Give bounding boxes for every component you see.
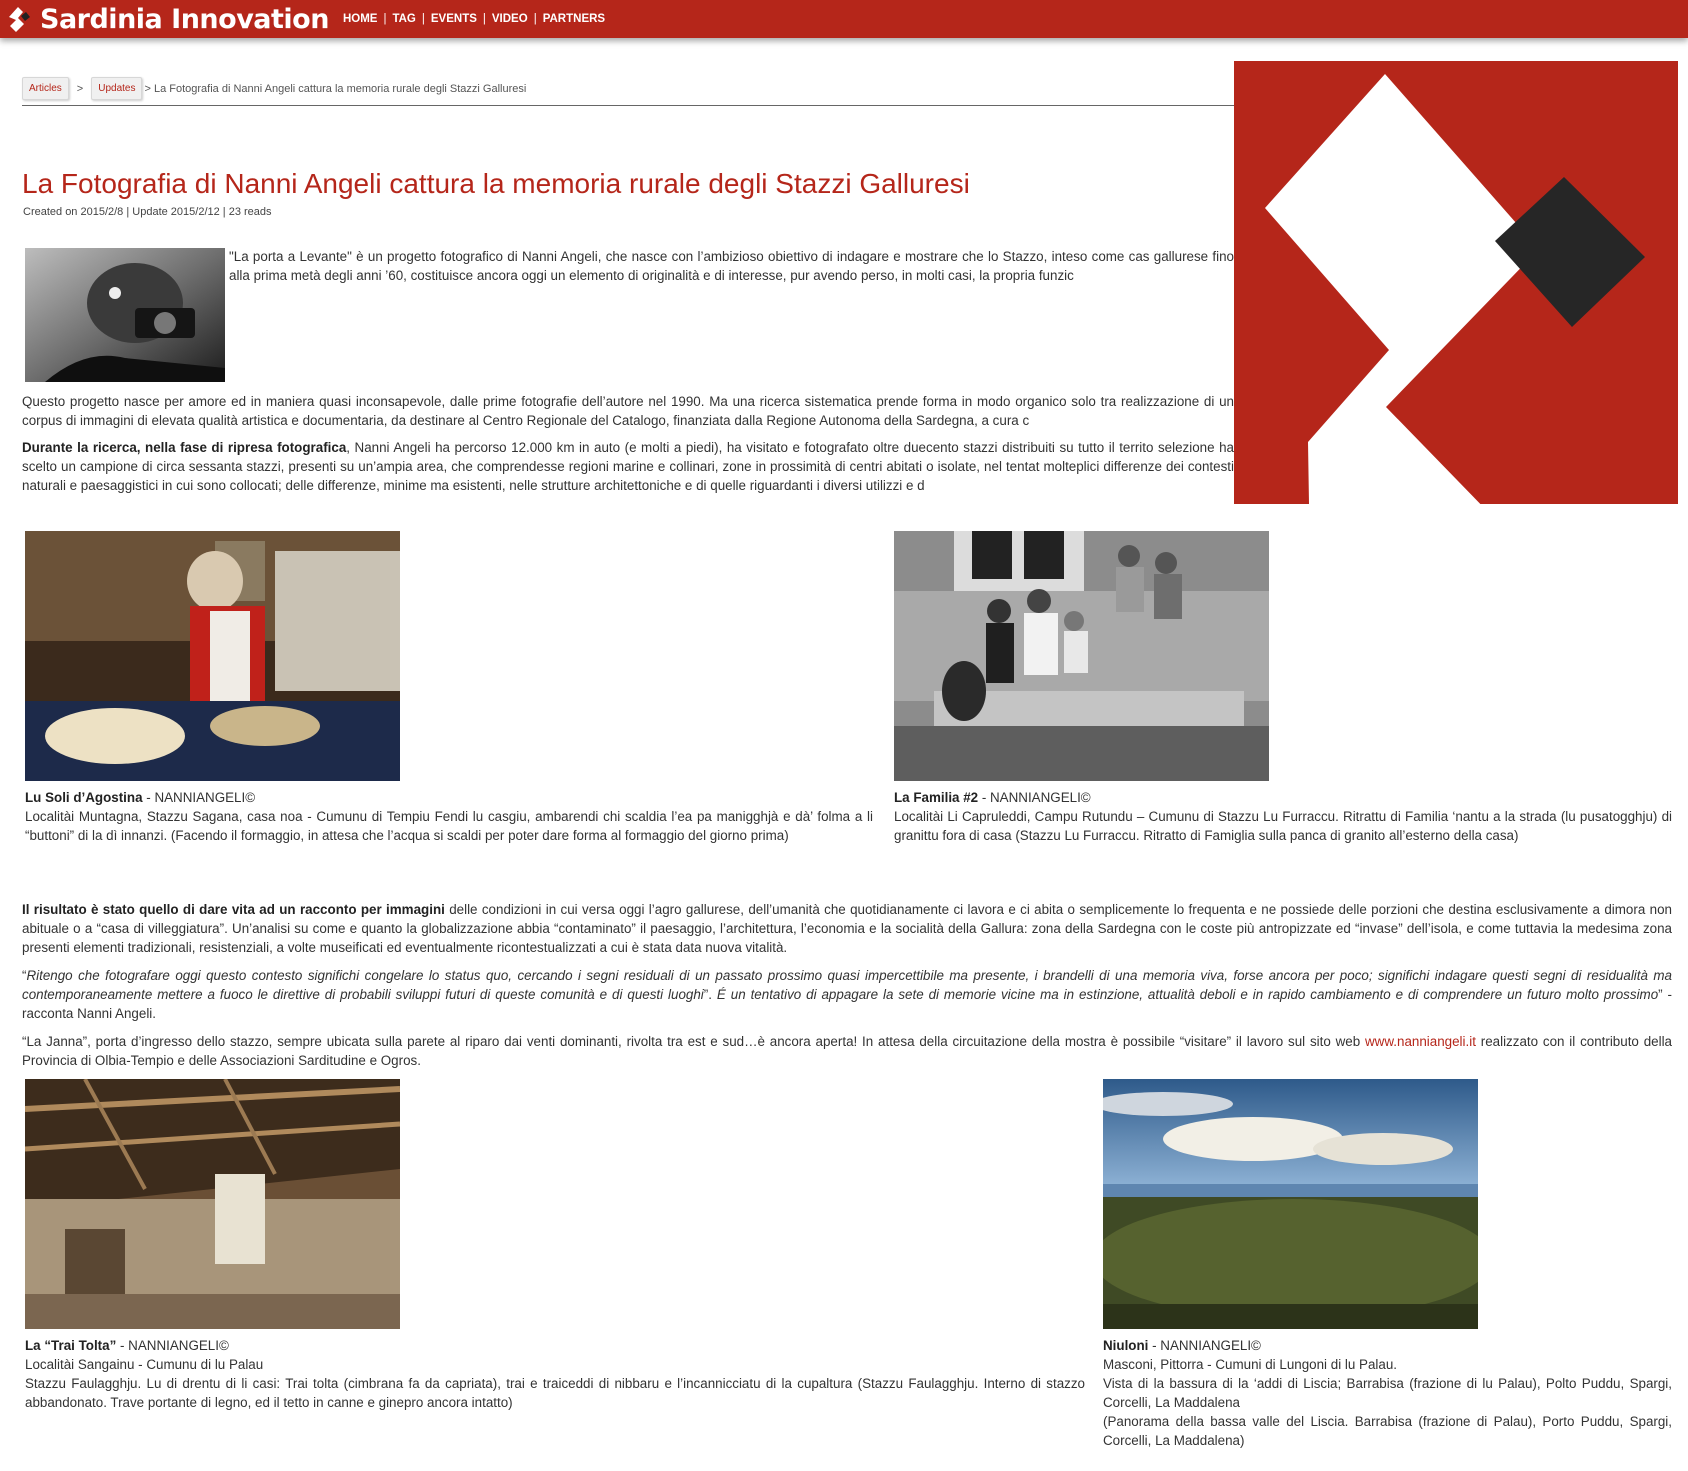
photo-4-credit: - NANNIANGELI© (1148, 1338, 1261, 1353)
article-meta: Created on 2015/2/8 | Update 2015/2/12 | 23 reads (23, 206, 272, 218)
nav-separator: | (482, 13, 486, 25)
photo-4-text-1: Vista di la bassura di la ‘addi di Liscia; Barrabisa (frazione di lu Palau), Polto Puddu, Spargi, Corcelli, La Maddalena (1103, 1376, 1672, 1410)
photo-4-text-2: (Panorama della bassa valle del Liscia. Barrabisa (frazione di Palau), Porto Puddu, Spargi, Corcelli, La Maddalena) (1103, 1414, 1672, 1448)
quote-open: “ (22, 968, 27, 983)
nav-video-link[interactable]: VIDEO (491, 13, 528, 25)
paragraph-3-text: delle condizioni in cui versa oggi l’agro gallurese, dell’umanità che quotidianamente ci lavora e ci abita o semplicemente lo frequenta e ne possiede delle porzioni che destina esclusivamente a dimora non abituale o a “casa di villeggiatura”. Un’analisi su come e quanto la globalizzazione abbia “contaminato” il paesaggio, l’architettura, l’economia e la socialità della Gallura: zona della Sardegna con le coste più antropizzate ed “invase” dell’isola, e come tuttavia la medesima zona presenti elementi tradizionali, resistenziali, a volte museificati ed eventualmente ricontestualizzati a cui è stata data nuova vitalità. (22, 902, 1672, 955)
nav-events-link[interactable]: EVENTS (430, 13, 477, 25)
photo-4-title: Niuloni (1103, 1338, 1149, 1353)
photo-niuloni[interactable] (1103, 1079, 1478, 1329)
paragraph-5-end: realizzato con il contributo della Provincia di Olbia-Tempio e delle Associazioni Sarditudine e Ogros. (22, 1034, 1672, 1068)
nav-separator: | (421, 13, 425, 25)
photo-3-title: La “Trai Tolta” (25, 1338, 117, 1353)
photo-3-caption (25, 1336, 1085, 1412)
photo-2-title: La Familia #2 (894, 790, 979, 805)
photo-3-text: Stazzu Faulagghju. Lu di drentu di li casi: Trai tolta (cimbrana fa da capriata), trai e traiceddi di nibbaru e l’incannicciatu di la cupaltura (Stazzu Faulagghju. Interno di stazzo abbandonato. Trave portante di legno, ed il tetto in canne e ginepro ancora intatto) (25, 1376, 1085, 1410)
breadcrumb-articles-link[interactable]: Articles (22, 77, 69, 100)
nanniangeli-website-link[interactable]: www.nanniangeli.it (1365, 1034, 1476, 1049)
quote-mid: ”. (703, 987, 717, 1002)
paragraph-5-text: “La Janna”, porta d’ingresso dello stazzo, sempre ubicata sulla parete al riparo dai venti dominanti, rivolta tra est e sud…è ancora aperta! In attesa della circuitazione della mostra è possibile “visitare” il lavoro sul sito web (22, 1034, 1365, 1049)
photo-2-caption (894, 788, 1672, 845)
photo-2-credit: - NANNIANGELI© (978, 790, 1091, 805)
paragraph-2 (22, 438, 1234, 495)
quote-text-1: Ritengo che fotografare oggi questo contesto significhi congelare lo status quo, cercando i segni residuali di un passato prossimo quasi impercettibile ma presente, i brandelli di una memoria viva, forse ancora per poco; significhi indagare questi segni di residualità ma contemporaneamente mettere a fuoco le direttive di probabili sviluppi futuri di queste comunità e di questi luoghi (22, 968, 1672, 1002)
photo-1-title: Lu Soli d’Agostina (25, 790, 143, 805)
photo-4-location: Masconi, Pittorra - Cumuni di Lungoni di lu Palau. (1103, 1357, 1397, 1372)
nav-separator: | (383, 13, 387, 25)
photo-1-credit: - NANNIANGELI© (142, 790, 256, 805)
top-navigation-bar (0, 0, 1688, 38)
paragraph-1: Questo progetto nasce per amore ed in maniera quasi inconsapevole, dalle prime fotografie dell’autore nel 1990. Ma una ricerca sistematica prende forma in modo organico solo tra realizzazione di un corpus di immagini di elevata qualità artistica e documentaria, da destinare al Centro Regionale del Catalogo, finanziata dalla Regione Autonoma della Sardegna, a cura c (22, 394, 1234, 428)
article-title: La Fotografia di Nanni Angeli cattura la memoria rurale degli Stazzi Galluresi (22, 168, 970, 199)
photo-3-credit: - NANNIANGELI© (116, 1338, 229, 1353)
quote-text-2: É un tentativo di appagare la sete di memorie vicine ma in estinzione, attualità deboli e in rapido cambiamento e di comprendere un futuro molto prossimo (716, 987, 1659, 1002)
photo-lu-soli-dagostina[interactable] (25, 531, 400, 781)
paragraph-2-text: , Nanni Angeli ha percorso 12.000 km in auto (e molti a piedi), ha visitato e fotografato oltre duecento stazzi distribuiti su tutto il territo selezione ha scelto un campione di circa sessanta stazzi, presenti su un’ampia area, che comprendesse regioni marine e collinari, zone in prossimità di centri abitati o isolate, nel tentat molteplici differenze dei contesti naturali e paesaggistici in cui sono collocati; delle differenze, minime ma esistenti, nelle strutture architettoniche e di quelle riguardanti i diversi utilizzi e d (22, 440, 1234, 493)
sardinia-innovation-logo-image (1234, 61, 1678, 504)
breadcrumb-current: > La Fotografia di Nanni Angeli cattura la memoria rurale degli Stazzi Galluresi (144, 82, 527, 95)
nav-partners-link[interactable]: PARTNERS (542, 13, 606, 25)
paragraph-3-bold: Il risultato è stato quello di dare vita ad un racconto per immagini (22, 902, 445, 917)
intro-paragraph: "La porta a Levante" è un progetto fotografico di Nanni Angeli, che nasce con l’ambizioso obiettivo di indagare e mostrare che lo Stazzo, inteso come cas gallurese fino alla prima metà degli anni ’60, costituisce ancora oggi un elemento di originalità e di interesse, pur avendo perso, in molti casi, la propria funzic (229, 249, 1234, 283)
nav-separator: | (533, 13, 537, 25)
photo-3-location: Localitài Sangainu - Cumunu di lu Palau (25, 1357, 264, 1372)
paragraph-5 (22, 1032, 1672, 1070)
nav-home-link[interactable]: HOME (342, 13, 378, 25)
photographer-portrait-image (25, 248, 225, 382)
paragraph-3 (22, 900, 1672, 957)
paragraph-2-bold: Durante la ricerca, nella fase di ripresa fotografica (22, 440, 347, 455)
site-brand-name[interactable]: Sardinia Innovation (40, 3, 329, 35)
breadcrumb-separator: > (76, 82, 84, 95)
main-nav (343, 13, 605, 25)
photo-1-text: Localitài Muntagna, Stazzu Sagana, casa noa - Cumunu di Tempiu Fendi lu casgiu, ambarendi chi scaldia l’ea pa manigghjà e dà’ folma a li “buttoni” di la dì innanzi. (Facendo il formaggio, in attesa che l’acqua si scaldi per poter dare forma al formaggio del giorno prima) (25, 809, 873, 843)
site-logo-icon[interactable] (6, 4, 32, 34)
nav-tag-link[interactable]: TAG (392, 13, 416, 25)
photo-la-trai-tolta[interactable] (25, 1079, 400, 1329)
photo-2-text: Localitài Li Capruleddi, Campu Rutundu – Cumunu di Stazzu Lu Furraccu. Ritrattu di Familia ‘nantu a la strada (lu pusatogghju) di granittu fora di casa (Stazzu Lu Furraccu. Ritratto di Famiglia sulla panca di granito all’esterno della casa) (894, 809, 1672, 843)
photo-1-caption (25, 788, 873, 845)
photo-4-caption (1103, 1336, 1672, 1450)
breadcrumb-updates-link[interactable]: Updates (91, 77, 142, 100)
breadcrumb (22, 76, 1234, 106)
photo-la-familia-2[interactable] (894, 531, 1269, 781)
quote-paragraph (22, 966, 1672, 1023)
quote-end: ” - racconta Nanni Angeli. (22, 987, 1673, 1021)
